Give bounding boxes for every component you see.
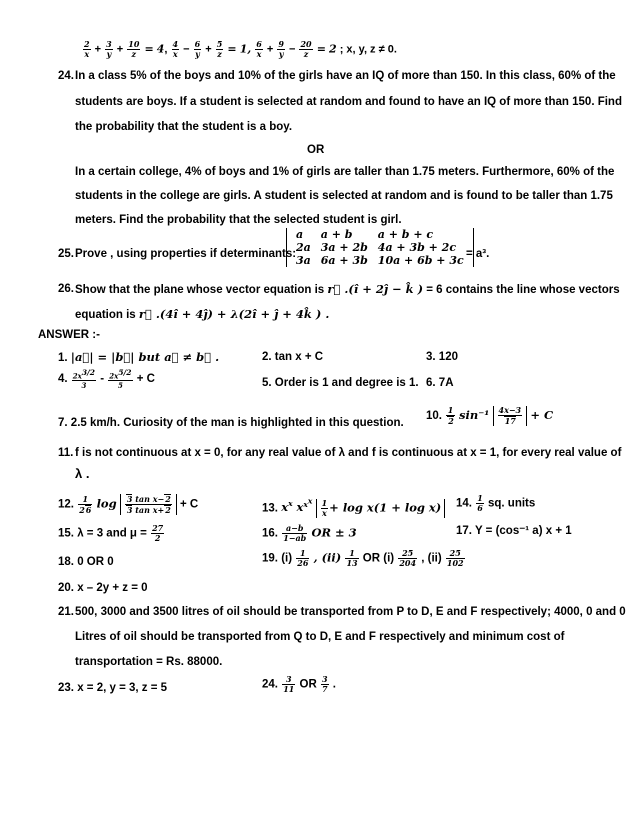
answer-21-line-2: Litres of oil should be transported from Q to D, E and F respectively and minimum cost of bbox=[75, 631, 565, 643]
answer-12: 12. $\frac{1}{26}$ log $\frac{\text{3 tan x−2}}{\text{3 tan x+2}}$ + C bbox=[58, 493, 199, 515]
eq-condition: ; x, y, z ≠ 0. bbox=[339, 43, 397, 56]
answer-5: 5. Order is 1 and degree is 1. bbox=[262, 377, 419, 389]
q26-number: 26. bbox=[58, 283, 74, 295]
q25-text: Prove , using properties if determinants: bbox=[75, 248, 297, 260]
answer-10: 10. $\frac{1}{2}$ sin⁻¹ $\frac{4x-3}{17}$ + C bbox=[426, 405, 554, 426]
q24-line-3: the probability that the student is a boy. bbox=[75, 121, 293, 133]
answer-21-line-3: transportation = Rs. 88000. bbox=[75, 656, 223, 668]
eq-result-2: 1, bbox=[239, 42, 252, 56]
answer-heading: ANSWER :- bbox=[38, 329, 100, 341]
answer-21-line-1: 500, 3000 and 3500 litres of oil should be transported from P to D, E and F respectively; 4000, 0 and 0 bbox=[75, 606, 626, 618]
answer-21-number: 21. bbox=[58, 606, 74, 618]
answer-14: 14. $\frac{1}{6}$ sq. units bbox=[456, 493, 536, 513]
q24-line-6: meters. Find the probability that the selected student is girl. bbox=[75, 214, 402, 226]
q24-line-4: In a certain college, 4% of boys and 1% of girls are taller than 1.75 meters. Furthermore, 60% of the bbox=[75, 166, 615, 178]
answer-20: 20. x – 2y + z = 0 bbox=[58, 582, 148, 594]
q24-or: OR bbox=[307, 144, 325, 156]
answer-18: 18. 0 OR 0 bbox=[58, 556, 114, 568]
eq-result-1: 4 bbox=[156, 42, 165, 56]
answer-13: 13. $x^x$ $x^{x^x}$ $\frac{1}{x}$ + log x(1 + log x) bbox=[262, 494, 445, 518]
answer-2: 2. tan x + C bbox=[262, 351, 324, 363]
equation-line: $\frac{2}{x}$ + $\frac{3}{y}$ + $\frac{10}{z}$ = 4, $\frac{4}{x}$ − $\frac{6}{y}$ + $\frac{5}{z}$ = 1, $\frac{6}{x}$ + $\frac{9}{y}$ − $\frac{20}{z}$ = 2 ; x, y, z ≠ 0. bbox=[84, 39, 397, 59]
answer-11-number: 11. bbox=[58, 447, 74, 459]
answer-11-line-1: f is not continuous at x = 0, for any real value of λ and f is continuous at x = 1, for every real value of bbox=[75, 447, 622, 459]
answer-17: 17. Y = (cos⁻¹ a) x + 1 bbox=[456, 525, 572, 537]
q25-determinant: a a + b a + b + c 2a 3a + 2b 4a + 3b + 2c 3a 6a + 3b 10a + 6b + 3c bbox=[286, 228, 474, 267]
answer-4: 4. $\frac{2x^{3/2}}{3}$ - $\frac{2x^{5/2}}{5}$ + C bbox=[58, 368, 155, 391]
q24-line-5: students in the college are girls. A student is selected at random and is found to be taller than 1.75 bbox=[75, 190, 613, 202]
q26-line-1: Show that the plane whose vector equation is r⃗ .(î + 2ĵ − k̂ ) = 6 contains the line whose vectors bbox=[75, 282, 620, 296]
answer-24: 24. $\frac{3}{11}$ OR $\frac{3}{7}$ . bbox=[262, 674, 336, 694]
q26-line-2: equation is r⃗ .(4î + 4ĵ) + λ(2î + ĵ + 4k̂ ) . bbox=[75, 307, 330, 321]
answer-6: 6. 7A bbox=[426, 377, 454, 389]
q24-number: 24. bbox=[58, 70, 74, 82]
eq-result-3: 2 bbox=[328, 42, 337, 56]
q24-line-2: students are boys. If a student is selected at random and found to have an IQ of more than 150. Find bbox=[75, 96, 622, 108]
answer-3: 3. 120 bbox=[426, 351, 458, 363]
answer-11-line-2: λ . bbox=[75, 466, 90, 481]
answer-1: 1. |a⃗| = |b⃗| but a⃗ ≠ b⃗ . bbox=[58, 350, 220, 364]
answer-15: 15. λ = 3 and μ = $\frac{27}{2}$ bbox=[58, 523, 164, 543]
q24-line-1: In a class 5% of the boys and 10% of the girls have an IQ of more than 150. In this class, 60% of the bbox=[75, 70, 616, 82]
answer-16: 16. $\frac{a-b}{1-ab}$ OR ± 3 bbox=[262, 523, 357, 543]
answer-23: 23. x = 2, y = 3, z = 5 bbox=[58, 682, 168, 694]
answer-7: 7. 2.5 km/h. Curiosity of the man is highlighted in this question. bbox=[58, 417, 404, 429]
answer-19: 19. (i) $\frac{1}{26}$ , (ii) $\frac{1}{13}$ OR (i) $\frac{25}{204}$ , (ii) $\frac{25}{102}$ bbox=[262, 548, 464, 568]
q25-number: 25. bbox=[58, 248, 74, 260]
q25-result: = a³. bbox=[466, 248, 490, 260]
